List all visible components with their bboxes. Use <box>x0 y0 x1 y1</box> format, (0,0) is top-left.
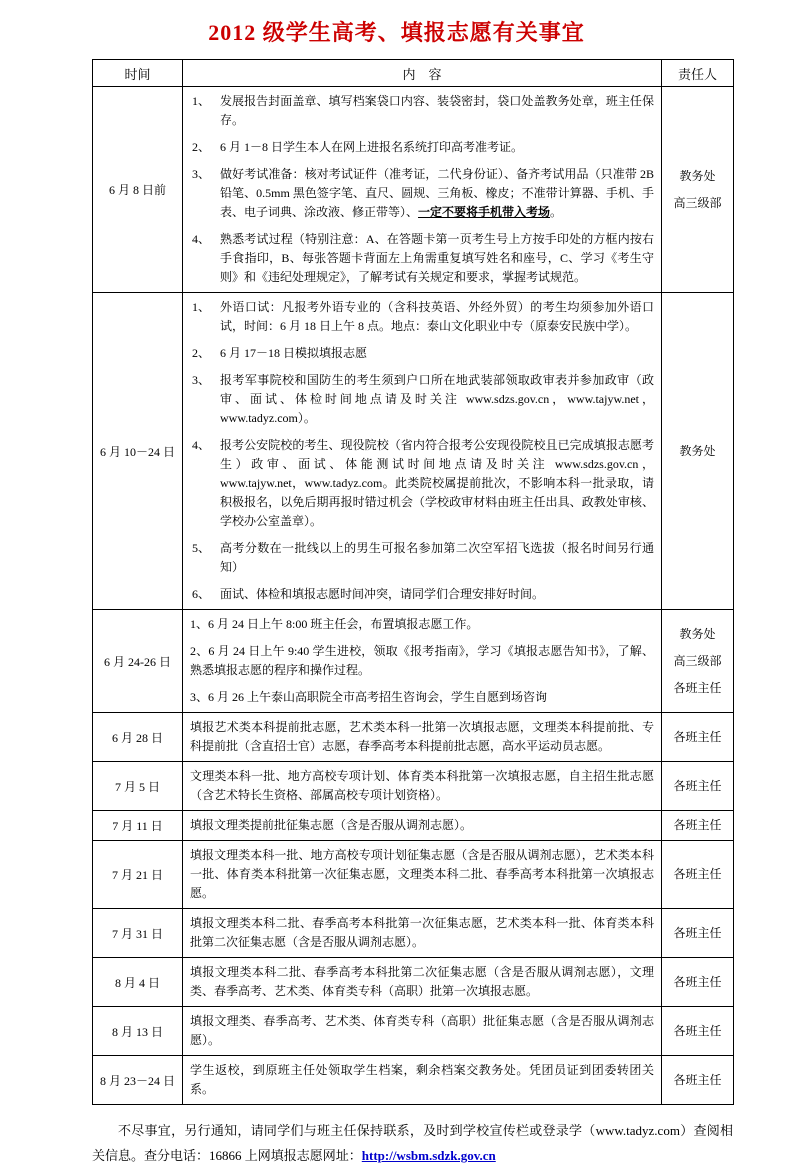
table-header-row <box>93 60 734 87</box>
item-text <box>190 644 654 677</box>
time-cell: 7 月 21 日 <box>93 841 183 909</box>
item-text <box>190 965 654 998</box>
text-segment: 。 <box>550 205 563 219</box>
time-cell: 6 月 24-26 日 <box>93 610 183 713</box>
table-row <box>93 958 734 1007</box>
table-row <box>93 1056 734 1105</box>
responsible-cell <box>662 610 734 713</box>
content-item <box>190 914 654 952</box>
responsible-line: 教务处 <box>679 168 716 183</box>
responsible-line: 各班主任 <box>673 867 722 881</box>
text-segment: 6 月 17－18 日模拟填报志愿 <box>220 346 368 360</box>
text-segment: 发展报告封面盖章、填写档案袋口内容、装袋密封，袋口处盖教务处章，班主任保存。 <box>220 94 654 127</box>
content-cell <box>183 610 662 713</box>
content-item <box>190 344 654 363</box>
col-header-time: 时间 <box>93 60 183 87</box>
content-item <box>190 688 654 707</box>
responsible-cell <box>662 909 734 958</box>
col-header-responsible: 责任人 <box>662 60 734 87</box>
content-item <box>190 539 654 577</box>
item-text <box>208 690 547 704</box>
item-text <box>220 346 367 360</box>
text-segment: 6 月 1－8 日学生本人在网上进报名系统打印高考准考证。 <box>220 140 524 154</box>
time-cell: 6 月 8 日前 <box>93 87 183 293</box>
item-number: 1、 <box>190 617 209 631</box>
text-segment: 报考公安院校的考生、现役院校（省内符合报考公安现役院校且已完成填报志愿考生）政审、面试、体能测试时间地点请及时关注 www.sdzs.gov.cn，www.tajyw.net，www.tadyz.com。此类院校属提前批次，不影响本科一批录取，请积极报名，以免后期再报时错过机会（学校政审材料由班主任出具、政教处审核、学校办公室盖章）。 <box>220 438 654 528</box>
content-item <box>190 718 654 756</box>
responsible-line: 各班主任 <box>673 729 722 744</box>
table-row <box>93 87 734 293</box>
table-row <box>93 841 734 909</box>
item-text <box>220 167 654 219</box>
text-segment: 6 月 26 上午泰山高职院全市高考招生咨询会，学生自愿到场咨询 <box>208 690 548 704</box>
text-segment: 填报文理类本科二批、春季高考本科批第一次征集志愿，艺术类本科一批、体育类本科批第二次征集志愿（含是否服从调剂志愿）。 <box>190 916 654 949</box>
content-item <box>190 92 654 130</box>
text-segment: 填报文理类提前批征集志愿（含是否服从调剂志愿）。 <box>190 818 473 832</box>
responsible-line: 各班主任 <box>673 778 722 793</box>
text-segment: 熟悉考试过程（特别注意：A、在答题卡第一页考生号上方按手印处的方框内按右手食指印，B、每张答题卡背面左上角需重复填写姓名和座号，C、学习《考生守则》和《违纪处理规定》，了解考试有关规定和要求，掌握考试规范。 <box>220 232 654 284</box>
text-segment: 做好考试准备：核对考试证件（准考证，二代身份证）、备齐考试用品（只准带 2B 铅笔、0.5mm 黑色签字笔、直尺、圆规、三角板、橡皮；不准带计算器、手机、手表、电子词典、涂改液、修正带等）、 <box>220 167 654 219</box>
content-item <box>190 1061 654 1099</box>
content-cell <box>183 1007 662 1056</box>
responsible-cell <box>662 1056 734 1105</box>
content-item <box>190 371 654 428</box>
item-text <box>190 720 654 753</box>
responsible-cell <box>662 293 734 610</box>
item-number: 2、 <box>190 644 209 658</box>
time-cell: 8 月 13 日 <box>93 1007 183 1056</box>
responsible-line: 各班主任 <box>673 680 722 695</box>
responsible-cell <box>662 713 734 762</box>
item-text <box>220 232 654 284</box>
table-row <box>93 610 734 713</box>
item-number: 4、 <box>192 438 211 452</box>
content-item <box>190 846 654 903</box>
time-cell: 7 月 5 日 <box>93 762 183 811</box>
time-cell: 7 月 11 日 <box>93 811 183 841</box>
responsible-line: 教务处 <box>679 626 716 641</box>
text-segment: 填报文理类本科二批、春季高考本科批第二次征集志愿（含是否服从调剂志愿），文理类、春季高考、艺术类、体育类专科（高职）批第一次填报志愿。 <box>190 965 654 998</box>
item-number: 1、 <box>192 300 211 314</box>
responsible-line: 各班主任 <box>673 818 722 832</box>
item-text <box>208 617 478 631</box>
table-row <box>93 713 734 762</box>
schedule-table-body <box>93 87 734 1105</box>
text-segment: 高考分数在一批线以上的男生可报名参加第二次空军招飞选拔（报名时间另行通知） <box>220 541 654 574</box>
content-cell <box>183 811 662 841</box>
time-cell: 6 月 10－24 日 <box>93 293 183 610</box>
text-segment: 文理类本科一批、地方高校专项计划、体育类本科批第一次填报志愿，自主招生批志愿（含艺术特长生资格、部属高校专项计划资格）。 <box>190 769 654 802</box>
item-text <box>220 541 654 574</box>
content-cell <box>183 1056 662 1105</box>
schedule-table <box>92 59 734 1105</box>
time-cell: 6 月 28 日 <box>93 713 183 762</box>
responsible-line: 教务处 <box>679 443 716 458</box>
text-segment: 外语口试：凡报考外语专业的（含科技英语、外经外贸）的考生均须参加外语口试，时间：6 月 18 日上午 8 点。地点：泰山文化职业中专（原泰安民族中学）。 <box>220 300 654 333</box>
volunteer-site-link[interactable]: http://wsbm.sdzk.gov.cn <box>361 1148 496 1163</box>
item-text <box>220 373 654 425</box>
item-text <box>220 438 654 528</box>
item-number: 3、 <box>192 373 211 387</box>
content-item <box>190 585 654 604</box>
item-text <box>220 94 654 127</box>
content-item <box>190 642 654 680</box>
table-row <box>93 909 734 958</box>
responsible-cell <box>662 958 734 1007</box>
item-text <box>190 848 654 900</box>
text-segment: 填报文理类、春季高考、艺术类、体育类专科（高职）批征集志愿（含是否服从调剂志愿）。 <box>190 1014 654 1047</box>
responsible-cell <box>662 87 734 293</box>
content-cell <box>183 87 662 293</box>
responsible-line: 各班主任 <box>673 1023 722 1038</box>
item-number: 2、 <box>192 346 211 360</box>
item-number: 5、 <box>192 541 211 555</box>
col-header-content: 内 容 <box>183 60 662 87</box>
text-segment: 填报艺术类本科提前批志愿，艺术类本科一批第一次填报志愿，文理类本科提前批、专科提前批（含直招士官）志愿，春季高考本科提前批志愿，高水平运动员志愿。 <box>190 720 654 753</box>
content-item <box>190 816 654 835</box>
responsible-line: 各班主任 <box>673 1072 722 1087</box>
content-item <box>190 298 654 336</box>
responsible-cell <box>662 811 734 841</box>
item-number: 2、 <box>192 140 211 154</box>
text-segment: 填报文理类本科一批、地方高校专项计划征集志愿（含是否服从调剂志愿），艺术类本科一批、体育类本科批第一次征集志愿，文理类本科二批、春季高考本科批第一次填报志愿。 <box>190 848 654 900</box>
footer-text: 不尽事宜，另行通知，请同学们与班主任保持联系，及时到学校宣传栏或登录学（www.tadyz.com）查阅相关信息。查分电话：16866 上网填报志愿网址： <box>92 1123 733 1163</box>
content-cell <box>183 293 662 610</box>
highlight-warning: 一定不要将手机带入考场 <box>418 205 551 219</box>
text-segment: 6 月 24 日上午 8:00 班主任会，布置填报志愿工作。 <box>208 617 479 631</box>
item-text <box>220 587 544 601</box>
item-number: 3、 <box>192 167 211 181</box>
item-text <box>190 1063 654 1096</box>
content-item <box>190 615 654 634</box>
responsible-line: 各班主任 <box>673 974 722 989</box>
footer-note <box>92 1118 733 1168</box>
responsible-line: 高三级部 <box>673 653 722 668</box>
table-row <box>93 1007 734 1056</box>
content-item <box>190 1012 654 1050</box>
responsible-line: 高三级部 <box>673 195 722 210</box>
time-cell: 8 月 4 日 <box>93 958 183 1007</box>
responsible-cell <box>662 1007 734 1056</box>
content-cell <box>183 958 662 1007</box>
time-cell: 8 月 23－24 日 <box>93 1056 183 1105</box>
content-item <box>190 767 654 805</box>
content-item <box>190 138 654 157</box>
content-item <box>190 963 654 1001</box>
item-number: 3、 <box>190 690 209 704</box>
text-segment: 报考军事院校和国防生的考生须到户口所在地武装部领取政审表并参加政审（政审、面试、体检时间地点请及时关注 www.sdzs.gov.cn，www.tajyw.net，www.tadyz.com）。 <box>220 373 654 425</box>
table-row <box>93 293 734 610</box>
table-row <box>93 762 734 811</box>
text-segment: 学生返校，到原班主任处领取学生档案，剩余档案交教务处。凭团员证到团委转团关系。 <box>190 1063 654 1096</box>
responsible-cell <box>662 841 734 909</box>
text-segment: 面试、体检和填报志愿时间冲突，请同学们合理安排好时间。 <box>220 587 545 601</box>
content-item <box>190 436 654 531</box>
item-text <box>190 769 654 802</box>
content-cell <box>183 841 662 909</box>
item-text <box>220 140 523 154</box>
content-cell <box>183 713 662 762</box>
item-number: 6、 <box>192 587 211 601</box>
item-number: 1、 <box>192 94 211 108</box>
content-item <box>190 165 654 222</box>
responsible-line: 各班主任 <box>673 925 722 940</box>
content-cell <box>183 762 662 811</box>
time-cell: 7 月 31 日 <box>93 909 183 958</box>
page-title: 2012 级学生高考、填报志愿有关事宜 <box>208 20 585 45</box>
item-text <box>190 916 654 949</box>
item-number: 4、 <box>192 232 211 246</box>
content-cell <box>183 909 662 958</box>
text-segment: 6 月 24 日上午 9:40 学生进校，领取《报考指南》，学习《填报志愿告知书》，了解、熟悉填报志愿的程序和操作过程。 <box>190 644 654 677</box>
table-row <box>93 811 734 841</box>
item-text <box>190 818 472 832</box>
responsible-cell <box>662 762 734 811</box>
content-item <box>190 230 654 287</box>
item-text <box>220 300 654 333</box>
